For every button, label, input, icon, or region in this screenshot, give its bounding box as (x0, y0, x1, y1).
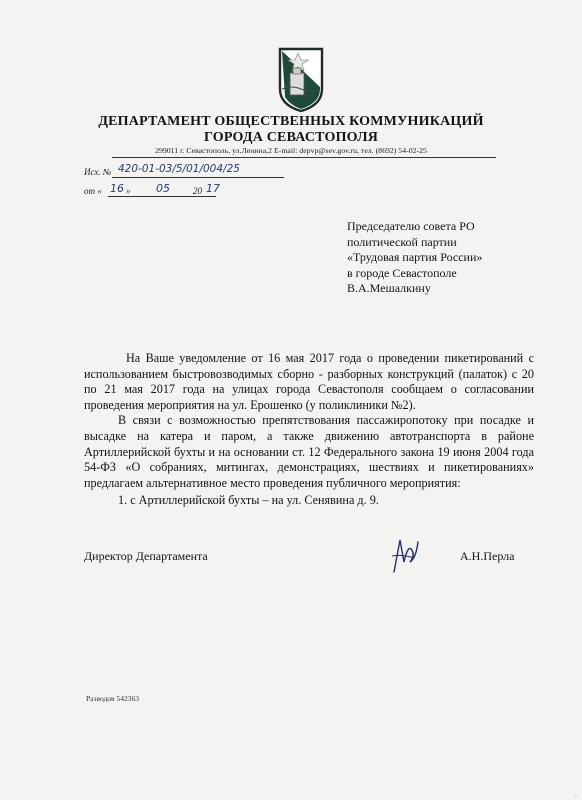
addressee-block (347, 219, 482, 297)
date-month: 05 (156, 182, 170, 195)
date-year-prefix: 20 (193, 186, 202, 196)
addressee-line: политической партии (347, 234, 457, 249)
body-paragraph: В связи с возможностью препятствования пассажиропотоку при посадке и высадке на катера и паром, а также движению автотранспорта в районе Артиллерийской бухты и на основании ст. 12 Федерального закона 19 июня 2004 года 54-ФЗ «О собраниях, митингах, демонстрациях, шествиях и пикетированиях» предлагаем альтернативное место проведения публичного мероприятия: (84, 413, 534, 490)
date-quote-close: » (126, 186, 131, 196)
addressee-line: Председателю совета РО (347, 219, 475, 233)
executor-note: Разводов 542363 (86, 694, 139, 703)
number-underline (112, 177, 284, 178)
addressee-line: В.А.Мешалкину (347, 281, 431, 295)
department-title: ДЕПАРТАМЕНТ ОБЩЕСТВЕННЫХ КОММУНИКАЦИЙ (98, 114, 484, 129)
signer-name: А.Н.Перла (460, 549, 515, 563)
body-list-item: 1. с Артиллерийской бухты – на ул. Сенявина д. 9. (118, 493, 379, 508)
date-day: 16 (110, 182, 124, 195)
addressee-line: в городе Севастополе (347, 265, 457, 280)
letter-body (84, 351, 534, 509)
handwritten-signature (388, 532, 422, 576)
signer-position: Директор Департамента (84, 549, 208, 563)
sevastopol-emblem-icon (276, 43, 326, 113)
outgoing-number-label: Исх. № (84, 167, 112, 177)
city-title: ГОРОДА СЕВАСТОПОЛЯ (203, 130, 379, 145)
date-year-suffix: 17 (206, 182, 220, 195)
addressee-line: «Трудовая партия России» (347, 250, 483, 264)
body-paragraph: На Ваше уведомление от 16 мая 2017 года о проведении пикетирований с использованием быстровозводимых сборно - разборных конструкций (палаток) с 20 по 21 мая 2017 года на улицах города Севастополя сообщаем о согласовании проведения мероприятия на ул. Ерошенко (у поликлиники №2). (84, 351, 534, 412)
header-divider (112, 157, 496, 158)
date-underline (108, 196, 216, 197)
date-label: от « (84, 186, 102, 196)
page-corner-mark: .. (574, 790, 578, 798)
outgoing-number-value: 420-01-03/5/01/004/25 (118, 163, 240, 175)
contact-line: 299011 г. Севастополь, ул.Ленина,2 E-mail: depvp@sev.gov.ru, тел. (8692) 54-02-25 (155, 146, 427, 155)
